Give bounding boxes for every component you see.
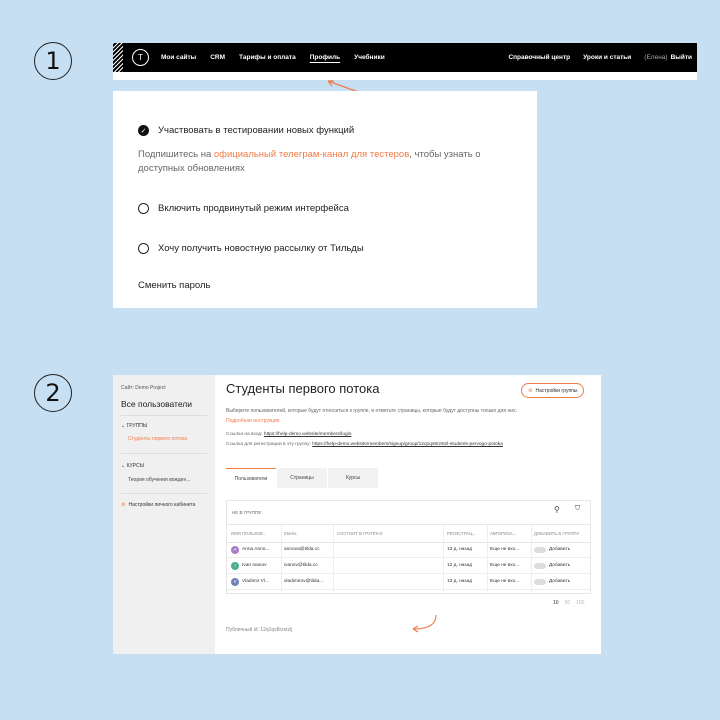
- signup-link[interactable]: https://help-demo.website/members/signup/group/12q1qs8rzstzl-students-pervogo-potoka: [312, 442, 503, 447]
- sidebar-divider: [121, 453, 207, 454]
- instruction-link[interactable]: Подробная инструкция.: [226, 418, 281, 424]
- table-row[interactable]: [227, 574, 590, 590]
- toggle-icon[interactable]: [534, 547, 546, 553]
- add-to-group-toggle[interactable]: [534, 574, 590, 589]
- add-label: Добавить: [549, 563, 571, 568]
- add-to-group-toggle[interactable]: [534, 542, 590, 557]
- nav-my-sites[interactable]: Мои сайты: [161, 54, 197, 61]
- add-label: Добавить: [549, 579, 571, 584]
- hint-text-end: , чтобы узнать о доступных обновлениях: [138, 149, 481, 174]
- chevron-down-icon: ⌄: [121, 463, 127, 469]
- auth-cell: Еще не вхо...: [490, 547, 520, 552]
- col-add: ДОБАВИТЬ В ГРУППУ: [534, 531, 580, 536]
- nav-logout[interactable]: Выйти: [670, 54, 692, 61]
- page-size-10[interactable]: 10: [553, 600, 559, 606]
- users-table: [226, 500, 591, 594]
- sidebar-all-users[interactable]: Все пользователи: [121, 399, 192, 409]
- user-name: Vladimir Vl...: [242, 579, 269, 584]
- avatar: A: [231, 546, 239, 554]
- checked-icon[interactable]: ✓: [138, 125, 149, 136]
- sidebar-item-group[interactable]: Студенты первого потока: [128, 436, 188, 442]
- option-newsletter[interactable]: [138, 243, 364, 254]
- nav-user-name: (Елена): [644, 54, 668, 61]
- page-description: [226, 406, 594, 426]
- chevron-down-icon: ⌄: [121, 423, 127, 429]
- nav-crm[interactable]: CRM: [210, 54, 226, 61]
- radio-icon[interactable]: [138, 203, 149, 214]
- page-size-100[interactable]: 100: [576, 600, 585, 606]
- email-cell: annova@tilda.cc: [284, 547, 320, 552]
- nav-tutorials[interactable]: Учебники: [354, 54, 385, 61]
- email-cell: ivanov@tilda.cc: [284, 563, 318, 568]
- step-1-badge: 1: [34, 42, 72, 80]
- avatar: V: [231, 578, 239, 586]
- add-label: Добавить: [549, 547, 571, 552]
- sidebar-groups-label[interactable]: [121, 423, 147, 429]
- top-navbar: [113, 43, 697, 72]
- table-row[interactable]: [227, 558, 590, 574]
- radio-icon[interactable]: [138, 243, 149, 254]
- email-cell: vladimirov@tilda...: [284, 579, 324, 584]
- col-registered[interactable]: РЕГИСТРАЦ...: [447, 531, 476, 536]
- option-newsletter-label: Хочу получить новостную рассылку от Тильды: [158, 243, 364, 254]
- courses-label-text: КУРСЫ: [126, 463, 145, 469]
- step-2-badge: 2: [34, 374, 72, 412]
- table-title: НЕ В ГРУППЕ: [232, 510, 262, 515]
- gear-icon: ⚙: [528, 387, 533, 394]
- col-name[interactable]: ИМЯ ПОЛЬЗОВ...: [231, 531, 267, 536]
- group-settings-button[interactable]: [521, 383, 584, 398]
- option-advanced-label: Включить продвинутый режим интерфейса: [158, 203, 349, 214]
- tab-courses[interactable]: Курсы: [328, 468, 378, 488]
- tab-pages[interactable]: Страницы: [277, 468, 327, 488]
- members-main: [215, 375, 601, 654]
- user-name-cell: [231, 542, 281, 557]
- hint-text-start: Подпишитесь на: [138, 149, 214, 160]
- hatch-decoration: [113, 43, 123, 72]
- toggle-icon[interactable]: [534, 563, 546, 569]
- page-size-50[interactable]: 50: [564, 600, 571, 606]
- gear-icon: ⚙: [121, 502, 126, 508]
- add-to-group-toggle[interactable]: [534, 558, 590, 573]
- group-links: [226, 430, 503, 450]
- reg-cell: 13 д. назад: [447, 579, 473, 584]
- page-title: Студенты первого потока: [226, 381, 380, 396]
- telegram-hint: [138, 148, 523, 176]
- reg-cell: 13 д. назад: [447, 547, 473, 552]
- sidebar-courses-label[interactable]: [121, 463, 144, 469]
- profile-settings-panel: [113, 91, 537, 308]
- col-email[interactable]: EMAIL: [284, 531, 297, 536]
- option-beta-testing[interactable]: [138, 125, 354, 136]
- settings-label: Настройки личного кабинета: [128, 502, 196, 508]
- avatar: I: [231, 562, 239, 570]
- login-link-label: Ссылка на вход:: [226, 432, 263, 437]
- toggle-icon[interactable]: [534, 579, 546, 585]
- table-row[interactable]: [227, 542, 590, 558]
- nav-lessons[interactable]: Уроки и статьи: [583, 54, 632, 61]
- option-beta-label: Участвовать в тестировании новых функций: [158, 125, 355, 136]
- sidebar-item-course[interactable]: Теория обучения вожден...: [128, 477, 191, 483]
- signup-link-label: Ссылка для регистрации в эту группу:: [226, 442, 311, 447]
- members-panel: [113, 375, 601, 654]
- auth-cell: Еще не вхо...: [490, 579, 520, 584]
- nav-profile[interactable]: Профиль: [309, 54, 341, 61]
- nav-tariffs[interactable]: Тарифы и оплата: [239, 54, 296, 61]
- tilda-logo-icon[interactable]: T: [132, 49, 149, 66]
- user-name: Anna Anno...: [242, 547, 270, 552]
- tab-users[interactable]: Пользователи: [226, 468, 276, 488]
- user-name-cell: [231, 574, 281, 589]
- members-sidebar: [113, 375, 215, 654]
- search-icon[interactable]: ⚲: [554, 505, 560, 514]
- tabs: [226, 468, 379, 488]
- sidebar-item-settings[interactable]: [121, 502, 201, 509]
- change-password-link[interactable]: Сменить пароль: [138, 280, 211, 291]
- desc-text: Выберите пользователей, которые будут относиться к группе, и отметьте страницы, которые будут доступны только для них.: [226, 408, 517, 414]
- telegram-link[interactable]: официальный телеграм-канал для тестеров: [213, 149, 410, 160]
- col-groups[interactable]: СОСТОИТ В ГРУППАХ: [337, 531, 383, 536]
- groups-label-text: ГРУППЫ: [126, 423, 148, 429]
- sidebar-project: Сайт: Demo Project: [121, 385, 166, 391]
- user-name: Ivan Ivanov: [242, 563, 267, 568]
- nav-underbar: [113, 72, 697, 80]
- group-settings-label: Настройки группы: [535, 387, 578, 394]
- sidebar-divider: [121, 415, 207, 416]
- nav-help-center[interactable]: Справочный центр: [508, 54, 571, 61]
- filter-icon[interactable]: ⛉: [575, 505, 581, 512]
- option-advanced-mode[interactable]: [138, 203, 349, 214]
- login-link[interactable]: https://help-demo.website/members/login: [263, 432, 352, 437]
- sidebar-divider: [121, 493, 207, 494]
- col-auth[interactable]: АВТОРИЗА...: [490, 531, 517, 536]
- pointer-arrow-icon: [410, 613, 440, 635]
- page-size-selector: [553, 600, 584, 606]
- auth-cell: Еще не вхо...: [490, 563, 520, 568]
- public-id: Публичный id: 12q1qs8rzstzlj: [226, 627, 293, 633]
- user-name-cell: [231, 558, 281, 573]
- reg-cell: 12 д. назад: [447, 563, 473, 568]
